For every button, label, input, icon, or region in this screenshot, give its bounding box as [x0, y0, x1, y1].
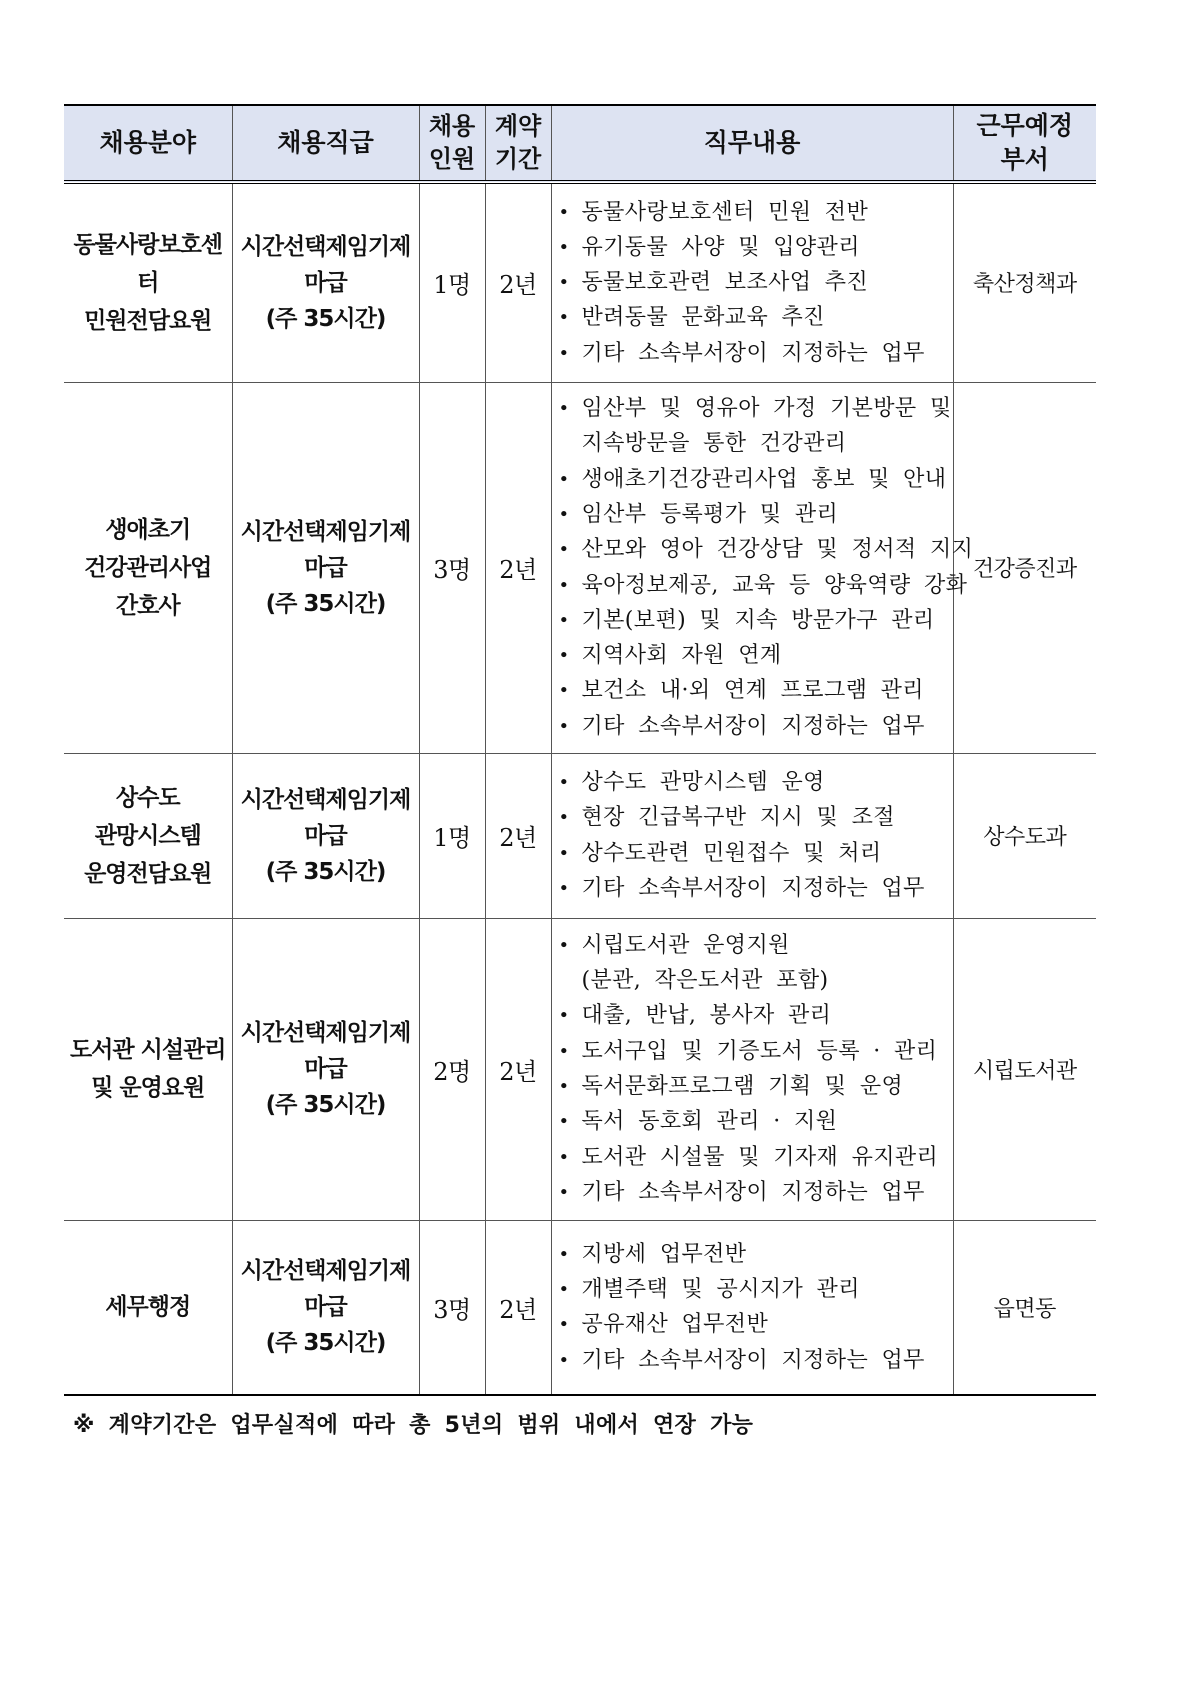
duty-item	[556, 497, 953, 532]
duty-item	[556, 426, 953, 461]
duty-item	[556, 638, 953, 673]
duties-list	[552, 385, 974, 750]
duty-text: 기본(보편) 및 지속 방문가구 관리	[581, 607, 935, 633]
grade-line: 마급	[304, 554, 347, 581]
duty-item	[556, 1237, 953, 1272]
grade-line: 마급	[304, 1294, 347, 1321]
duty-text: 기타 소속부서장이 지정하는 업무	[581, 1179, 925, 1205]
duty-item	[556, 265, 953, 300]
bullet-icon: •	[558, 807, 570, 829]
bullet-icon: •	[558, 1040, 570, 1062]
header-period: 계약 기간	[485, 105, 551, 182]
field-line: 도서관 시설관리	[69, 1037, 226, 1063]
bullet-icon: •	[558, 307, 570, 329]
cell-dept: 건강증진과	[953, 382, 1096, 753]
cell-dept: 상수도과	[953, 753, 1096, 918]
duty-text: 상수도관련 민원접수 및 처리	[581, 840, 882, 866]
table-row	[64, 753, 1096, 918]
bullet-icon: •	[558, 1278, 570, 1300]
cell-headcount: 1명	[419, 182, 485, 382]
duty-text: 지방세 업무전반	[581, 1241, 747, 1267]
cell-dept: 축산정책과	[953, 182, 1096, 382]
duty-item	[556, 336, 953, 371]
grade-line: (주 35시간)	[265, 858, 386, 885]
cell-field	[64, 918, 232, 1220]
duty-text: 개별주택 및 공시지가 관리	[581, 1276, 860, 1302]
duty-text: 산모와 영아 건강상담 및 정서적 지지	[581, 537, 974, 563]
duties-list	[552, 189, 953, 377]
bullet-icon: •	[558, 201, 570, 223]
duty-item	[556, 603, 953, 638]
duty-text: 도서관 시설물 및 기자재 유지관리	[581, 1144, 939, 1170]
cell-period: 2년	[485, 382, 551, 753]
grade-line: (주 35시간)	[265, 305, 386, 332]
cell-grade	[232, 918, 419, 1220]
table-row	[64, 918, 1096, 1220]
duty-text: 반려동물 문화교육 추진	[581, 305, 825, 331]
bullet-icon: •	[558, 609, 570, 631]
field-line: 상수도	[115, 784, 180, 811]
duty-text: 도서구입 및 기증도서 등록 · 관리	[581, 1038, 938, 1064]
field-line: 및 운영요원	[91, 1075, 205, 1101]
bullet-icon: •	[558, 1314, 570, 1336]
duty-item	[556, 998, 953, 1033]
duty-item	[556, 195, 953, 230]
field-line: 세무행정	[105, 1294, 191, 1321]
duty-item	[556, 462, 953, 497]
cell-headcount: 2명	[419, 918, 485, 1220]
table-row	[64, 382, 1096, 753]
duty-text: 대출, 반납, 봉사자 관리	[581, 1003, 832, 1029]
duty-item	[556, 300, 953, 335]
cell-duties	[551, 182, 953, 382]
duty-text: 동물사랑보호센터 민원 전반	[581, 199, 869, 225]
grade-line: 시간선택제임기제	[240, 518, 411, 545]
field-line: 생애초기	[105, 516, 191, 543]
cell-duties	[551, 382, 974, 753]
duty-text: 기타 소속부서장이 지정하는 업무	[581, 875, 925, 901]
bullet-icon: •	[558, 342, 570, 364]
duty-item	[556, 1343, 953, 1378]
bullet-icon: •	[558, 398, 570, 420]
duty-text: 현장 긴급복구반 지시 및 조절	[581, 805, 895, 831]
header-grade: 채용직급	[232, 105, 419, 182]
duties-list	[552, 759, 953, 912]
duty-item	[556, 568, 968, 603]
bullet-icon: •	[558, 236, 570, 258]
duty-text: 상수도 관망시스템 운영	[581, 769, 825, 795]
recruitment-table	[64, 104, 1096, 1396]
cell-grade	[232, 753, 419, 918]
field-line: 운영전담요원	[84, 860, 212, 887]
duty-item	[556, 1069, 953, 1104]
duty-item	[556, 1034, 953, 1069]
duty-item	[556, 1272, 953, 1307]
bullet-icon: •	[558, 934, 570, 956]
footnote: ※ 계약기간은 업무실적에 따라 총 5년의 범위 내에서 연장 가능	[73, 1413, 754, 1438]
cell-grade	[232, 182, 419, 382]
duty-item	[556, 673, 953, 708]
bullet-icon: •	[558, 468, 570, 490]
duty-text: 기타 소속부서장이 지정하는 업무	[581, 713, 925, 739]
cell-period: 2년	[485, 918, 551, 1220]
duty-text: 기타 소속부서장이 지정하는 업무	[581, 340, 925, 366]
duties-list	[552, 922, 953, 1216]
duty-text: 지역사회 자원 연계	[581, 643, 782, 669]
duty-item	[556, 871, 953, 906]
document-page	[64, 104, 1096, 1439]
cell-period: 2년	[485, 1220, 551, 1395]
cell-duties	[551, 1220, 953, 1395]
duty-text: 기타 소속부서장이 지정하는 업무	[581, 1347, 925, 1373]
bullet-icon: •	[558, 842, 570, 864]
table-row	[64, 1220, 1096, 1395]
grade-line: 마급	[304, 822, 347, 849]
duty-text: 동물보호관련 보조사업 추진	[581, 270, 869, 296]
field-line: 관망시스템	[94, 822, 201, 849]
bullet-icon: •	[558, 1349, 570, 1371]
duty-text: 보건소 내·외 연계 프로그램 관리	[581, 678, 924, 704]
cell-field	[64, 1220, 232, 1395]
grade-line: 마급	[304, 269, 347, 296]
field-line: 건강관리사업	[84, 554, 212, 581]
duty-text: 임산부 및 영유아 가정 기본방문 및	[581, 396, 952, 422]
duties-list	[552, 1231, 953, 1384]
cell-headcount: 1명	[419, 753, 485, 918]
grade-line: (주 35시간)	[265, 1092, 386, 1118]
cell-duties	[551, 753, 953, 918]
cell-field	[64, 753, 232, 918]
header-dept: 근무예정 부서	[953, 105, 1096, 182]
grade-line: 시간선택제임기제	[240, 786, 411, 813]
duty-item	[556, 1307, 953, 1342]
grade-line: 시간선택제임기제	[240, 1020, 411, 1046]
duty-item	[556, 391, 953, 426]
field-line: 민원전담요원	[84, 307, 212, 334]
header-duties: 직무내용	[551, 105, 953, 182]
header-headcount: 채용 인원	[419, 105, 485, 182]
grade-line: 시간선택제임기제	[240, 233, 411, 260]
bullet-icon: •	[558, 1243, 570, 1265]
bullet-icon: •	[558, 877, 570, 899]
duty-text: 공유재산 업무전반	[581, 1312, 769, 1338]
field-line: 동물사랑보호센터	[73, 231, 223, 296]
cell-period: 2년	[485, 182, 551, 382]
grade-line: 마급	[304, 1056, 347, 1082]
duty-text: 독서문화프로그램 기획 및 운영	[581, 1074, 904, 1099]
bullet-icon: •	[558, 272, 570, 294]
bullet-icon: •	[558, 539, 570, 561]
cell-field	[64, 382, 232, 753]
duty-text: 육아정보제공, 교육 등 양육역량 강화	[581, 572, 968, 598]
cell-grade	[232, 382, 419, 753]
bullet-icon: •	[558, 503, 570, 525]
duty-item	[556, 709, 953, 744]
duty-text: 지속방문을 통한 건강관리	[581, 431, 847, 457]
duty-text: (분관, 작은도서관 포함)	[581, 968, 829, 994]
duty-text: 독서 동호회 관리 · 지원	[581, 1109, 838, 1135]
cell-grade	[232, 1220, 419, 1395]
cell-duties	[551, 918, 953, 1220]
duty-text: 유기동물 사양 및 입양관리	[581, 234, 860, 260]
table-header	[64, 105, 1096, 182]
duty-item	[556, 800, 953, 835]
duty-text: 시립도서관 운영지원	[581, 932, 790, 958]
cell-headcount: 3명	[419, 1220, 485, 1395]
cell-field	[64, 182, 232, 382]
table-row	[64, 182, 1096, 382]
bullet-icon: •	[558, 1005, 570, 1027]
duty-item	[556, 928, 953, 963]
cell-period: 2년	[485, 753, 551, 918]
bullet-icon: •	[558, 1076, 570, 1097]
header-field: 채용분야	[64, 105, 232, 182]
duty-item	[556, 1140, 953, 1175]
duty-item	[556, 765, 953, 800]
cell-dept: 시립도서관	[953, 918, 1096, 1220]
duty-item	[556, 1175, 953, 1210]
duty-text: 임산부 등록평가 및 관리	[581, 501, 839, 527]
bullet-icon: •	[558, 645, 570, 667]
bullet-icon: •	[558, 574, 570, 596]
duty-item	[556, 1104, 953, 1139]
grade-line: 시간선택제임기제	[240, 1258, 411, 1285]
bullet-icon: •	[558, 1181, 570, 1203]
duty-item	[556, 836, 953, 871]
bullet-icon: •	[558, 680, 570, 702]
bullet-icon: •	[558, 771, 570, 793]
bullet-icon: •	[558, 715, 570, 737]
grade-line: (주 35시간)	[265, 590, 386, 617]
duty-text: 생애초기건강관리사업 홍보 및 안내	[581, 466, 947, 492]
duty-item	[556, 230, 953, 265]
cell-dept: 읍면동	[953, 1220, 1096, 1395]
table-body	[64, 182, 1096, 1395]
bullet-icon: •	[558, 1146, 570, 1168]
duty-item	[556, 963, 953, 998]
bullet-icon: •	[558, 1111, 570, 1133]
cell-headcount: 3명	[419, 382, 485, 753]
grade-line: (주 35시간)	[265, 1330, 386, 1357]
duty-item	[556, 532, 974, 567]
field-line: 간호사	[115, 592, 180, 619]
